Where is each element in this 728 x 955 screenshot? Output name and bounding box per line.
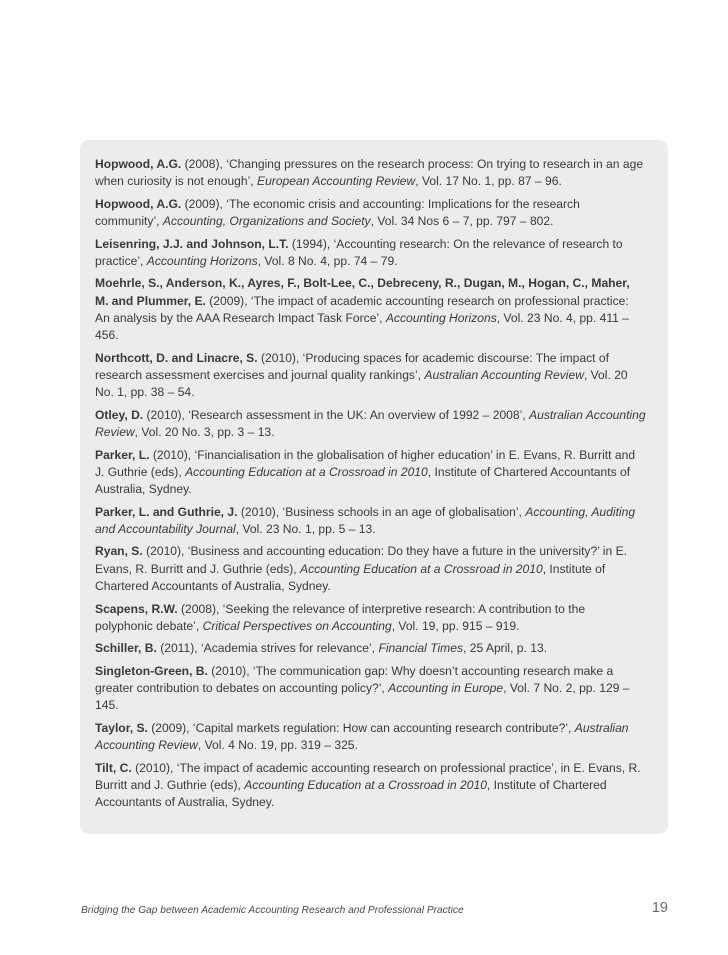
reference-source: Accounting, Auditing and Accountability Journal bbox=[95, 504, 636, 536]
reference-text: (2010), ‘Business schools in an age of globalisation’, bbox=[237, 504, 526, 519]
reference-source: European Accounting Review bbox=[257, 174, 416, 189]
reference-authors: Taylor, S. bbox=[95, 720, 148, 735]
reference-text: (2009), ‘The economic crisis and accounting: Implications for the research community’, bbox=[95, 196, 580, 229]
reference-list bbox=[95, 156, 646, 812]
reference-authors: Ryan, S. bbox=[95, 544, 143, 559]
reference-text: , Vol. 23 No. 4, pp. 411 – 456. bbox=[95, 310, 629, 343]
reference-entry bbox=[95, 196, 646, 231]
footer-title: Bridging the Gap between Academic Accounting Research and Professional Practice bbox=[81, 905, 464, 916]
reference-text: , Vol. 20 No. 3, pp. 3 – 13. bbox=[134, 425, 275, 440]
reference-text: (2010), ‘Research assessment in the UK: An overview of 1992 – 2008’, bbox=[143, 407, 530, 422]
reference-text: (2010), ‘The communication gap: Why doesn’t accounting research make a greater contribution to debates on accounting policy?’, bbox=[95, 663, 614, 696]
reference-source: Australian Accounting Review bbox=[95, 407, 646, 440]
reference-authors: Scapens, R.W. bbox=[95, 601, 178, 616]
reference-text: , Vol. 23 No. 1, pp. 5 – 13. bbox=[235, 521, 376, 536]
reference-source: Accounting Horizons bbox=[385, 310, 497, 325]
reference-text: , Institute of Chartered Accountants of Australia, Sydney. bbox=[95, 777, 607, 810]
reference-entry bbox=[95, 543, 646, 595]
reference-source: Accounting Education at a Crossroad in 2010 bbox=[185, 464, 428, 479]
reference-authors: Singleton-Green, B. bbox=[95, 663, 208, 678]
reference-entry bbox=[95, 640, 646, 657]
reference-authors: Schiller, B. bbox=[95, 641, 157, 656]
reference-entry bbox=[95, 407, 646, 442]
reference-text: (2010), ‘The impact of academic accounting research on professional practice’, in E. Evans, R. Burritt and J. Guthrie (eds), bbox=[95, 760, 641, 792]
reference-authors: Northcott, D. and Linacre, S. bbox=[95, 350, 258, 365]
reference-text: (2008), ‘Changing pressures on the research process: On trying to research in an age when curiosity is not enough’, bbox=[95, 157, 644, 189]
reference-text: , Vol. 4 No. 19, pp. 319 – 325. bbox=[197, 738, 358, 753]
reference-text: , Vol. 34 Nos 6 – 7, pp. 797 – 802. bbox=[370, 214, 554, 229]
reference-entry bbox=[95, 504, 646, 539]
reference-entry bbox=[95, 350, 646, 402]
reference-text: (2010), ‘Business and accounting education: Do they have a future in the university?’ in E. Evans, R. Burritt and J. Guthrie (eds), bbox=[95, 544, 627, 576]
reference-source: Accounting, Organizations and Society bbox=[162, 214, 371, 229]
reference-entry bbox=[95, 601, 646, 636]
reference-text: (2009), ‘The impact of academic accounting research on professional practice: An analysis by the AAA Research Impact Task Force’, bbox=[95, 293, 629, 325]
reference-source: Australian Accounting Review bbox=[95, 720, 629, 753]
reference-text: , Institute of Chartered Accountants of Australia, Sydney. bbox=[95, 561, 606, 594]
reference-text: (1994), ‘Accounting research: On the relevance of research to practice’, bbox=[95, 236, 623, 268]
reference-source: Accounting in Europe bbox=[388, 681, 504, 696]
reference-entry bbox=[95, 447, 646, 499]
reference-source: Accounting Education at a Crossroad in 2010 bbox=[300, 561, 543, 576]
reference-text: (2010), ‘Financialisation in the globalisation of higher education’ in E. Evans, R. Burritt and J. Guthrie (eds), bbox=[95, 447, 636, 479]
reference-entry bbox=[95, 720, 646, 755]
reference-authors: Hopwood, A.G. bbox=[95, 157, 182, 171]
reference-entry bbox=[95, 236, 646, 271]
reference-entry bbox=[95, 663, 646, 715]
reference-source: Accounting Horizons bbox=[146, 253, 258, 268]
reference-text: (2011), ‘Academia strives for relevance’, bbox=[156, 641, 379, 656]
reference-text: (2010), ‘Producing spaces for academic discourse: The impact of research assessment exercises and journal quality rankings’, bbox=[95, 350, 609, 383]
reference-authors: Otley, D. bbox=[95, 407, 144, 422]
reference-authors: Moehrle, S., Anderson, K., Ayres, F., Bolt-Lee, C., Debreceny, R., Dugan, M., Hogan, C., Maher, M. and Plummer, E. bbox=[95, 276, 630, 308]
reference-text: , Vol. 17 No. 1, pp. 87 – 96. bbox=[415, 174, 562, 189]
references-box bbox=[80, 140, 668, 834]
reference-text: , Vol. 7 No. 2, pp. 129 – 145. bbox=[95, 681, 630, 713]
reference-source: Critical Perspectives on Accounting bbox=[202, 618, 392, 633]
reference-text: , 25 April, p. 13. bbox=[463, 641, 548, 656]
reference-text: , Vol. 8 No. 4, pp. 74 – 79. bbox=[257, 253, 398, 268]
reference-source: Accounting Education at a Crossroad in 2010 bbox=[244, 777, 487, 792]
reference-text: , Institute of Chartered Accountants of Australia, Sydney. bbox=[95, 464, 631, 497]
reference-source: Financial Times bbox=[378, 641, 464, 656]
reference-authors: Hopwood, A.G. bbox=[95, 196, 182, 211]
reference-entry bbox=[95, 760, 646, 812]
reference-text: (2008), ‘Seeking the relevance of interpretive research: A contribution to the polyphonic debate’, bbox=[95, 601, 586, 633]
reference-text: , Vol. 19, pp. 915 – 919. bbox=[391, 618, 520, 633]
reference-entry bbox=[95, 275, 646, 344]
reference-authors: Tilt, C. bbox=[95, 760, 132, 775]
reference-authors: Parker, L. bbox=[95, 447, 150, 462]
reference-entry bbox=[95, 156, 646, 191]
reference-text: (2009), ‘Capital markets regulation: How can accounting research contribute?’, bbox=[147, 720, 575, 735]
reference-authors: Leisenring, J.J. and Johnson, L.T. bbox=[95, 236, 289, 251]
reference-authors: Parker, L. and Guthrie, J. bbox=[95, 504, 238, 519]
page-number: 19 bbox=[651, 900, 668, 916]
reference-source: Australian Accounting Review bbox=[424, 368, 584, 383]
reference-text: , Vol. 20 No. 1, pp. 38 – 54. bbox=[95, 368, 628, 400]
